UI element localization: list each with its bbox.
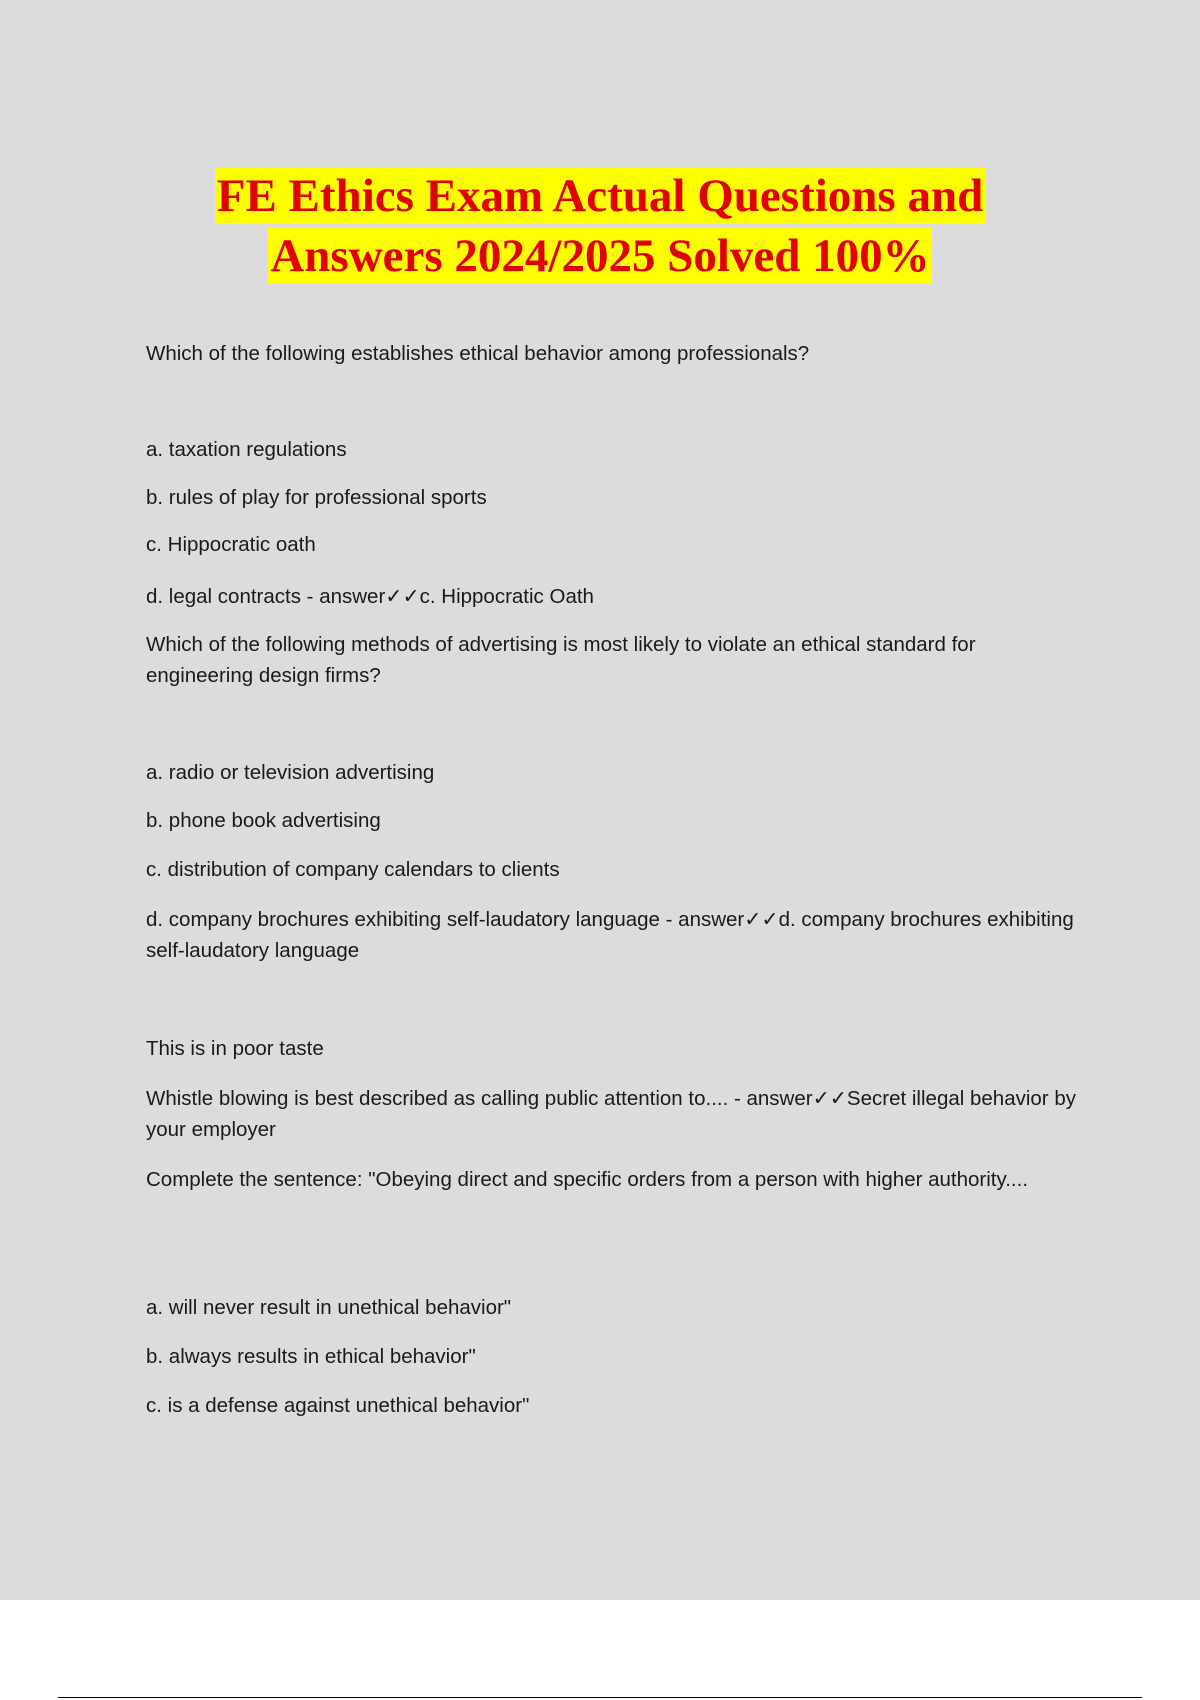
title-line-2: Answers 2024/2025 Solved 100% — [270, 230, 930, 282]
question-2-option-b: b. phone book advertising — [146, 809, 381, 832]
question-4-option-b: b. always results in ethical behavior" — [146, 1345, 476, 1368]
document-title — [0, 168, 1200, 288]
footer-divider — [58, 1697, 1142, 1698]
question-1-option-c: c. Hippocratic oath — [146, 533, 316, 556]
question-1-text: Which of the following establishes ethical behavior among professionals? — [146, 342, 810, 365]
question-1-option-a: a. taxation regulations — [146, 438, 347, 461]
question-2-option-a: a. radio or television advertising — [146, 761, 435, 784]
question-1-option-d-answer: d. legal contracts - answer✓✓c. Hippocratic Oath — [146, 585, 594, 608]
question-4-option-a: a. will never result in unethical behavior" — [146, 1296, 512, 1319]
question-4-option-c: c. is a defense against unethical behavior" — [146, 1394, 530, 1417]
question-2-option-d-answer: d. company brochures exhibiting self-laudatory language - answer✓✓d. company brochures exhibiting self-laudatory language — [146, 908, 1074, 962]
title-line-1: FE Ethics Exam Actual Questions and — [216, 170, 984, 222]
question-1-option-b: b. rules of play for professional sports — [146, 486, 487, 509]
question-2-note: This is in poor taste — [146, 1037, 324, 1060]
question-2-text: Which of the following methods of advertising is most likely to violate an ethical standard for engineering design firms? — [146, 633, 976, 687]
question-4-text: Complete the sentence: "Obeying direct and specific orders from a person with higher authority.... — [146, 1168, 1029, 1191]
question-3-answer: Whistle blowing is best described as calling public attention to.... - answer✓✓Secret illegal behavior by your employer — [146, 1087, 1076, 1141]
question-2-option-c: c. distribution of company calendars to clients — [146, 858, 560, 881]
